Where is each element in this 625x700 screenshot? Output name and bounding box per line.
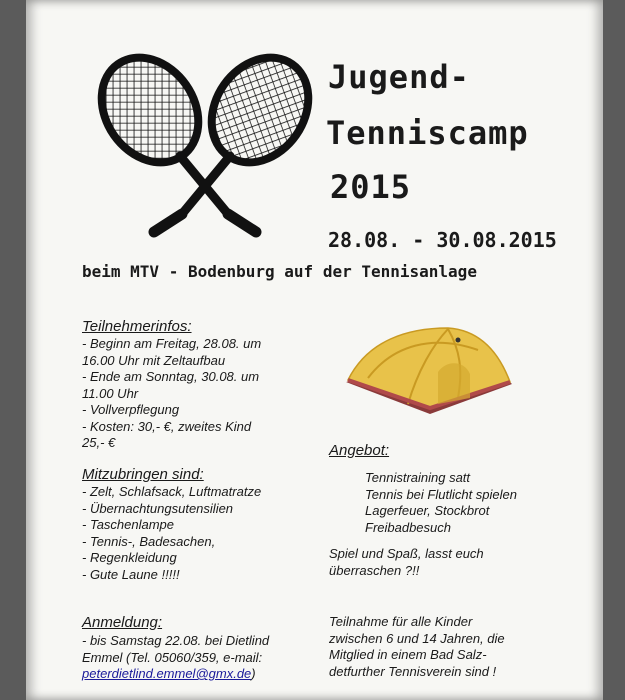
registration-email-suffix: ) (251, 666, 256, 681)
bring-along-heading: Mitzubringen sind: (82, 466, 204, 483)
participant-info-line: 16.00 Uhr mit Zeltaufbau (82, 352, 226, 368)
offer-item: Tennis bei Flutlicht spielen (365, 486, 517, 502)
offer-item: Lagerfeuer, Stockbrot (365, 503, 490, 518)
participant-info-line: 11.00 Uhr (82, 385, 139, 401)
participant-info-list (82, 336, 261, 452)
registration-email-line (82, 666, 269, 683)
bring-along-line: - Tennis-, Badesachen, (82, 533, 216, 549)
offer-item: Freibadbesuch (365, 519, 451, 535)
right-background-edge (603, 0, 625, 700)
bring-along-line: - Gute Laune !!!!! (82, 566, 180, 582)
registration-line: Emmel (Tel. 05060/359, e-mail: (82, 649, 263, 665)
bring-along-line: - Regenkleidung (82, 550, 177, 565)
offer-heading: Angebot: (329, 442, 390, 459)
registration-line: - bis Samstag 22.08. bei Dietlind (82, 633, 270, 648)
participant-info-line: - Beginn am Freitag, 28.08. um (82, 336, 262, 351)
registration-email-link[interactable]: peterdietlind.emmel@gmx.de (82, 666, 252, 681)
bring-along-line: - Zelt, Schlafsack, Luftmatratze (82, 484, 262, 499)
bring-along-list (82, 484, 261, 583)
participant-info-line: 25,- € (82, 435, 116, 450)
tent-illustration (338, 320, 518, 420)
camp-dates: 28.08. - 30.08.2015 (328, 228, 557, 252)
participation-line: zwischen 6 und 14 Jahren, die (329, 630, 505, 646)
title-line-3: 2015 (330, 168, 412, 206)
title-line-2: Tenniscamp (326, 114, 529, 152)
tennis-rackets-icon (88, 48, 326, 238)
fun-text (329, 546, 484, 579)
participant-info-line: - Ende am Sonntag, 30.08. um (82, 369, 260, 384)
participant-info-line: - Kosten: 30,- €, zweites Kind (82, 418, 252, 434)
bring-along-line: - Übernachtungsutensilien (82, 500, 234, 516)
offer-item: Tennistraining satt (365, 470, 471, 485)
registration-text (82, 633, 269, 683)
participation-text (329, 614, 505, 680)
participant-info-line: - Vollverpflegung (82, 402, 180, 417)
participation-line: detfurther Tennisverein sind ! (329, 663, 497, 679)
left-background-edge (0, 0, 26, 700)
fun-line: überraschen ?!! (329, 562, 420, 578)
bring-along-line: - Taschenlampe (82, 517, 175, 532)
participation-line: Mitglied in einem Bad Salz- (329, 647, 487, 662)
participation-line: Teilnahme für alle Kinder (329, 614, 473, 629)
camp-venue: beim MTV - Bodenburg auf der Tennisanlage (82, 262, 477, 281)
offer-list (365, 470, 517, 536)
fun-line: Spiel und Spaß, lasst euch (329, 546, 484, 561)
participant-info-heading: Teilnehmerinfos: (82, 318, 192, 335)
title-line-1: Jugend- (328, 58, 470, 96)
registration-heading: Anmeldung: (82, 614, 163, 631)
